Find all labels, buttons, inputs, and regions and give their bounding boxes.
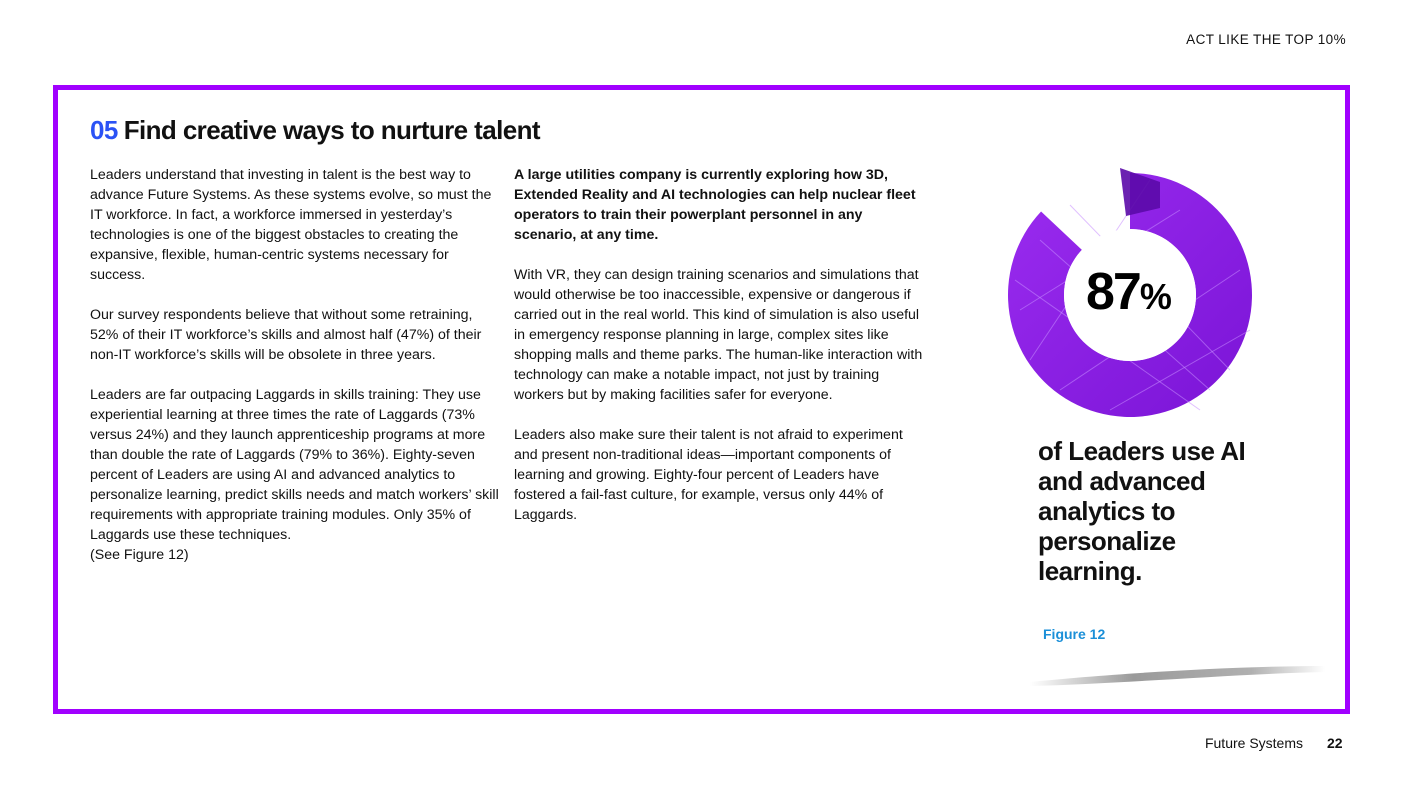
body-column-left [90,165,500,585]
section-header-label: ACT LIKE THE TOP 10% [1186,32,1346,47]
paragraph: Leaders are far outpacing Laggards in skills training: They use experiential learning at three times the rate of Laggards (73% versus 24%) and they launch apprenticeship programs at more than double the rate of Laggards (79% to 36%). Eighty-seven percent of Leaders are using AI and advanced analytics to personalize learning, predict skills needs and match workers’ skill requirements with appropriate training modules. Only 35% of Laggards use these techniques. [90,387,499,543]
paragraph: Leaders also make sure their talent is not afraid to experiment and present non-traditional ideas—important components of learning and growing. Eighty-four percent of Leaders have fostered a fail-fast culture, for example, versus only 44% of Laggards. [514,427,903,523]
figure-reference: (See Figure 12) [90,547,189,563]
page-number: 22 [1327,735,1343,751]
section-title-text: Find creative ways to nurture talent [123,115,540,145]
section-title [90,115,540,146]
section-number: 05 [90,115,118,145]
stat-value [1086,262,1172,322]
stat-caption: of Leaders use AI and advanced analytics to personalize learning. [1038,436,1246,586]
decorative-swoosh [1030,660,1330,690]
paragraph: Our survey respondents believe that without some retraining, 52% of their IT workforce’s skills and almost half (47%) of their non-IT workforce’s skills will be obsolete in three years. [90,307,482,363]
stat-number: 87 [1086,263,1140,321]
paragraph: With VR, they can design training scenarios and simulations that would otherwise be too inaccessible, expensive or dangerous if carried out in the real world. This kind of simulation is also useful in emergency response planning in large, complex sites like shopping malls and theme parks. The human-like interaction with technology can make a notable impact, not just by training workers but by making facilities safer for everyone. [514,267,923,403]
figure-label: Figure 12 [1043,626,1106,642]
donut-end-cap [1120,168,1160,216]
stat-unit: % [1139,276,1172,317]
lead-paragraph: A large utilities company is currently exploring how 3D, Extended Reality and AI technologies can help nuclear fleet operators to train their powerplant personnel in any scenario, at any time. [514,167,916,243]
footer-doc-title: Future Systems [1204,735,1303,751]
paragraph: Leaders understand that investing in talent is the best way to advance Future Systems. As these systems evolve, so must the IT workforce. In fact, a workforce immersed in yesterday’s technologies is one of the biggest obstacles to creating the expansive, flexible, human-centric systems necessary for success. [90,167,492,283]
body-column-right [514,165,924,545]
